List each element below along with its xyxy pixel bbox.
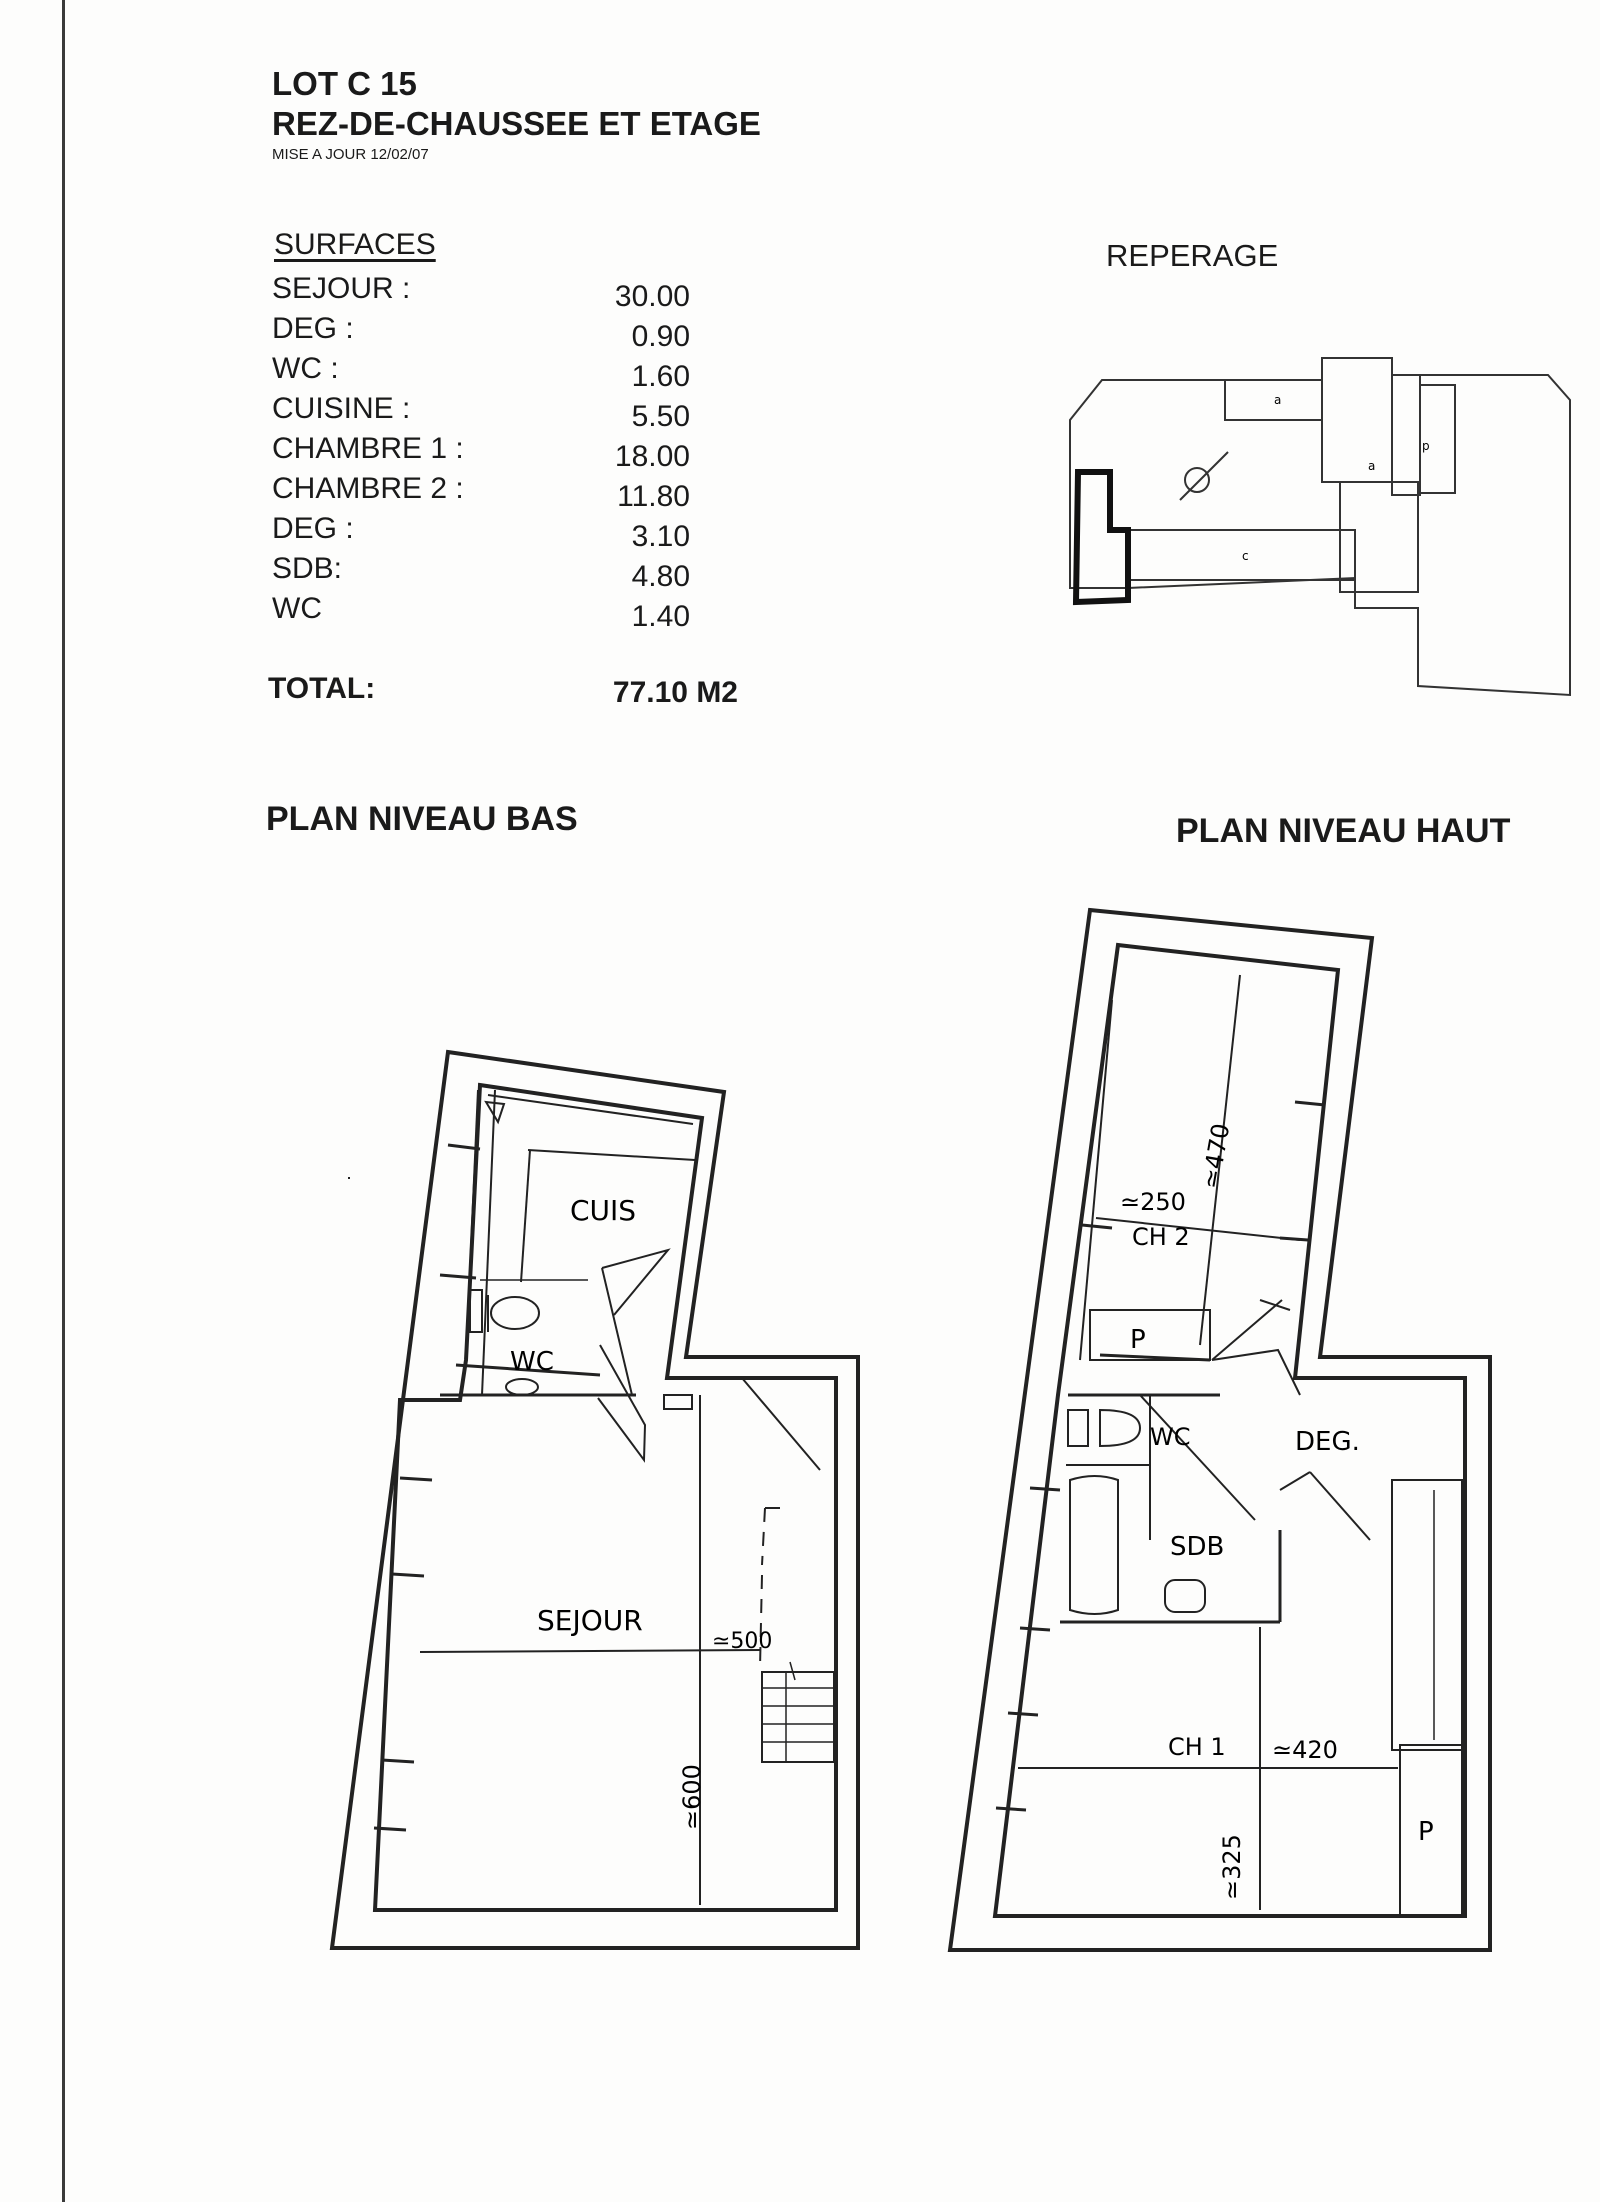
- surface-row: CHAMBRE 1 : 18.00: [272, 432, 690, 473]
- room-label-p: P: [1130, 1325, 1146, 1355]
- total-label: TOTAL:: [268, 672, 376, 705]
- lot-title: LOT C 15: [272, 65, 417, 102]
- surfaces-heading: SURFACES: [274, 228, 436, 261]
- total-value: 77.10 M2: [612, 676, 738, 709]
- reperage-site-plan: [1060, 340, 1600, 700]
- surface-row: CHAMBRE 2 : 11.80: [272, 472, 690, 513]
- dimension-ch2-depth: ≃470: [1196, 1121, 1236, 1192]
- document-header: [272, 64, 761, 163]
- plan-haut-title: PLAN NIVEAU HAUT: [1176, 812, 1511, 850]
- dimension-ch1-width: ≃420: [1272, 1736, 1338, 1764]
- levels-title: REZ-DE-CHAUSSEE ET ETAGE: [272, 105, 761, 142]
- surface-row: DEG : 0.90: [272, 312, 690, 353]
- update-date: MISE A JOUR 12/02/07: [272, 146, 429, 163]
- surface-row: SDB: 4.80: [272, 552, 690, 593]
- surface-row: WC 1.40: [272, 592, 690, 633]
- surface-row: DEG : 3.10: [272, 512, 690, 553]
- dimension-width: ≃500: [712, 1629, 773, 1654]
- surfaces-total: [268, 672, 738, 709]
- reperage-title: REPERAGE: [1106, 238, 1279, 273]
- room-label-cuis: CUIS: [570, 1194, 637, 1227]
- plan-bas-title: PLAN NIVEAU BAS: [266, 800, 578, 838]
- room-label-wc: WC: [1150, 1423, 1191, 1451]
- reperage-mark: a: [1274, 393, 1282, 407]
- reperage-mark: a: [1368, 459, 1376, 473]
- room-label-sdb: SDB: [1170, 1532, 1225, 1562]
- dimension-ch2-width: ≃250: [1120, 1188, 1186, 1216]
- room-label-ch2: CH 2: [1132, 1223, 1190, 1251]
- room-label-ch1: CH 1: [1168, 1733, 1226, 1761]
- dimension-depth: ≃600: [678, 1764, 706, 1830]
- reperage-mark: c: [1242, 549, 1249, 563]
- surface-row: CUISINE : 5.50: [272, 392, 690, 433]
- plan-niveau-haut: [940, 900, 1520, 1960]
- surface-row: SEJOUR : 30.00: [272, 272, 690, 313]
- compass-icon: [1180, 452, 1228, 500]
- reperage-mark: p: [1422, 439, 1430, 453]
- room-label-p: P: [1418, 1817, 1434, 1847]
- room-label-deg: DEG.: [1295, 1427, 1360, 1457]
- plan-niveau-bas: [320, 1040, 880, 1960]
- room-label-wc: WC: [510, 1347, 554, 1377]
- room-label-sejour: SEJOUR: [537, 1604, 643, 1637]
- surface-row: WC : 1.60: [272, 352, 690, 393]
- dimension-ch1-depth: ≃325: [1218, 1834, 1246, 1900]
- page-margin-line: [62, 0, 65, 2202]
